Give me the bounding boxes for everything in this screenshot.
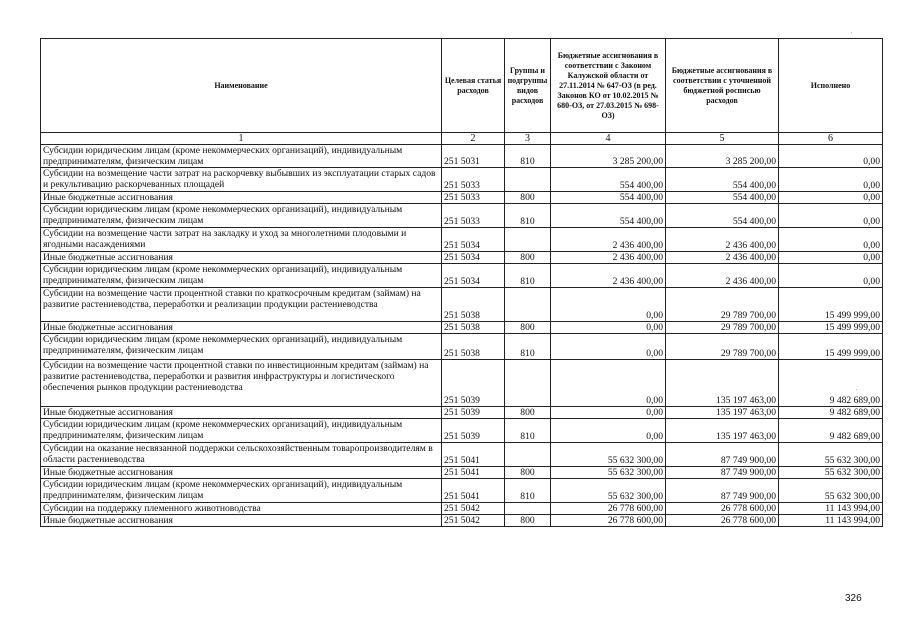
row-law-budget: 55 632 300,00 [551,443,666,467]
row-expense-group: 800 [505,407,551,419]
row-revised-budget: 26 778 600,00 [666,515,779,527]
col-num-3: 3 [505,133,551,145]
row-target-article: 251 5041 [442,479,505,503]
row-name: Иные бюджетные ассигнования [41,322,442,334]
row-executed: 9 482 689,00 [779,407,883,419]
row-expense-group [505,443,551,467]
col-num-6: 6 [779,133,883,145]
table-row [41,360,883,407]
row-target-article: 251 5038 [442,288,505,322]
row-target-article: 251 5039 [442,419,505,443]
row-target-article: 251 5033 [442,168,505,192]
row-name: Субсидии на поддержку племенного животноводства [41,503,442,515]
table-row [41,252,883,264]
row-law-budget: 0,00 [551,334,666,360]
row-expense-group: 810 [505,204,551,228]
row-revised-budget: 87 749 900,00 [666,467,779,479]
row-law-budget: 554 400,00 [551,192,666,204]
row-name: Иные бюджетные ассигнования [41,192,442,204]
scan-mark: · [855,385,858,394]
row-revised-budget: 2 436 400,00 [666,264,779,288]
row-name: Иные бюджетные ассигнования [41,407,442,419]
header-row [41,39,883,133]
row-law-budget: 554 400,00 [551,168,666,192]
row-name: Иные бюджетные ассигнования [41,467,442,479]
table-row [41,228,883,252]
row-executed: 55 632 300,00 [779,467,883,479]
table-row [41,503,883,515]
row-revised-budget: 2 436 400,00 [666,252,779,264]
scan-mark: · [850,28,853,37]
row-executed: 0,00 [779,168,883,192]
row-name: Субсидии юридическим лицам (кроме некоммерческих организаций), индивидуальным предпринимателям, физическим лицам [41,145,442,168]
row-executed: 15 499 999,00 [779,322,883,334]
row-name: Субсидии юридическим лицам (кроме некоммерческих организаций), индивидуальным предпринимателям, физическим лицам [41,334,442,360]
row-law-budget: 26 778 600,00 [551,515,666,527]
row-name: Субсидии на возмещение части процентной ставки по инвестиционным кредитам (займам) на развитие растениеводства, переработки и развития инфраструктуры и логистического обеспечения рынков продукции растениеводства [41,360,442,407]
row-target-article: 251 5034 [442,252,505,264]
row-target-article: 251 5041 [442,443,505,467]
row-target-article: 251 5034 [442,228,505,252]
row-name: Субсидии на возмещение части затрат на закладку и уход за многолетними плодовыми и ягодными насаждениями [41,228,442,252]
table-row [41,204,883,228]
row-expense-group: 800 [505,467,551,479]
table-row [41,419,883,443]
table-row [41,288,883,322]
row-revised-budget: 135 197 463,00 [666,419,779,443]
row-executed: 9 482 689,00 [779,419,883,443]
table-row [41,322,883,334]
row-target-article: 251 5033 [442,192,505,204]
table-body [41,145,883,527]
row-target-article: 251 5038 [442,322,505,334]
row-executed: 0,00 [779,264,883,288]
row-revised-budget: 87 749 900,00 [666,479,779,503]
table-row [41,334,883,360]
row-expense-group [505,288,551,322]
row-target-article: 251 5042 [442,515,505,527]
header-target-article: Целевая статья расходов [442,39,505,133]
row-law-budget: 0,00 [551,419,666,443]
table-row [41,264,883,288]
col-num-4: 4 [551,133,666,145]
table-row [41,145,883,168]
row-law-budget: 55 632 300,00 [551,467,666,479]
row-expense-group: 800 [505,252,551,264]
row-executed: 9 482 689,00 [779,360,883,407]
row-name: Субсидии на возмещение части процентной ставки по краткосрочным кредитам (займам) на развитие растениеводства, переработки и реализации продукции растениеводства [41,288,442,322]
row-revised-budget: 87 749 900,00 [666,443,779,467]
table-row [41,192,883,204]
row-executed: 0,00 [779,204,883,228]
row-revised-budget: 2 436 400,00 [666,228,779,252]
row-target-article: 251 5042 [442,503,505,515]
row-revised-budget: 29 789 700,00 [666,288,779,322]
row-expense-group: 810 [505,264,551,288]
row-executed: 0,00 [779,192,883,204]
header-executed: Исполнено [779,39,883,133]
row-executed: 0,00 [779,252,883,264]
row-expense-group: 800 [505,515,551,527]
row-revised-budget: 554 400,00 [666,204,779,228]
row-revised-budget: 554 400,00 [666,192,779,204]
row-expense-group: 810 [505,145,551,168]
table-row [41,479,883,503]
row-target-article: 251 5034 [442,264,505,288]
row-revised-budget: 29 789 700,00 [666,334,779,360]
row-expense-group [505,503,551,515]
row-revised-budget: 135 197 463,00 [666,407,779,419]
row-name: Субсидии на оказание несвязанной поддержки сельскохозяйственным товаропроизводителям в области растениеводства [41,443,442,467]
row-executed: 0,00 [779,145,883,168]
row-law-budget: 2 436 400,00 [551,252,666,264]
row-law-budget: 0,00 [551,288,666,322]
table-row [41,407,883,419]
row-executed: 11 143 994,00 [779,503,883,515]
row-revised-budget: 26 778 600,00 [666,503,779,515]
row-executed: 15 499 999,00 [779,334,883,360]
row-revised-budget: 29 789 700,00 [666,322,779,334]
row-target-article: 251 5033 [442,204,505,228]
row-expense-group: 800 [505,322,551,334]
row-revised-budget: 3 285 200,00 [666,145,779,168]
row-revised-budget: 135 197 463,00 [666,360,779,407]
col-num-1: 1 [41,133,442,145]
row-executed: 0,00 [779,228,883,252]
row-law-budget: 554 400,00 [551,204,666,228]
table-row [41,467,883,479]
row-name: Субсидии на возмещение части затрат на раскорчевку выбывших из эксплуатации старых садов и рекультивацию раскорчеванных площадей [41,168,442,192]
row-law-budget: 26 778 600,00 [551,503,666,515]
row-executed: 55 632 300,00 [779,443,883,467]
row-expense-group [505,228,551,252]
row-executed: 15 499 999,00 [779,288,883,322]
row-expense-group [505,168,551,192]
row-name: Иные бюджетные ассигнования [41,515,442,527]
row-target-article: 251 5041 [442,467,505,479]
row-law-budget: 3 285 200,00 [551,145,666,168]
col-num-5: 5 [666,133,779,145]
row-name: Субсидии юридическим лицам (кроме некоммерческих организаций), индивидуальным предпринимателям, физическим лицам [41,204,442,228]
row-name: Иные бюджетные ассигнования [41,252,442,264]
row-name: Субсидии юридическим лицам (кроме некоммерческих организаций), индивидуальным предпринимателям, физическим лицам [41,479,442,503]
row-executed: 11 143 994,00 [779,515,883,527]
header-expense-groups: Группы и подгруппы видов расходов [505,39,551,133]
table-row [41,515,883,527]
column-number-row [41,133,883,145]
row-expense-group: 810 [505,419,551,443]
row-expense-group: 810 [505,334,551,360]
budget-table [40,38,883,527]
table-row [41,168,883,192]
row-law-budget: 55 632 300,00 [551,479,666,503]
table-row [41,443,883,467]
row-target-article: 251 5031 [442,145,505,168]
row-name: Субсидии юридическим лицам (кроме некоммерческих организаций), индивидуальным предпринимателям, физическим лицам [41,419,442,443]
header-name: Наименование [41,39,442,133]
row-expense-group [505,360,551,407]
row-executed: 55 632 300,00 [779,479,883,503]
header-law-budget: Бюджетные ассигнования в соответствии с Законом Калужской области от 27.11.2014 № 647-ОЗ (в ред. Законов КО от 10.02.2015 № 680-ОЗ, от 27.03.2015 № 698-ОЗ) [551,39,666,133]
row-target-article: 251 5039 [442,360,505,407]
row-law-budget: 0,00 [551,322,666,334]
row-target-article: 251 5039 [442,407,505,419]
row-revised-budget: 554 400,00 [666,168,779,192]
row-target-article: 251 5038 [442,334,505,360]
row-expense-group: 800 [505,192,551,204]
row-law-budget: 2 436 400,00 [551,228,666,252]
page-number: 326 [845,593,862,604]
row-name: Субсидии юридическим лицам (кроме некоммерческих организаций), индивидуальным предпринимателям, физическим лицам [41,264,442,288]
row-law-budget: 2 436 400,00 [551,264,666,288]
row-law-budget: 0,00 [551,360,666,407]
col-num-2: 2 [442,133,505,145]
row-expense-group: 810 [505,479,551,503]
row-law-budget: 0,00 [551,407,666,419]
header-revised-budget: Бюджетные ассигнования в соответствии с уточненной бюджетной росписью расходов [666,39,779,133]
